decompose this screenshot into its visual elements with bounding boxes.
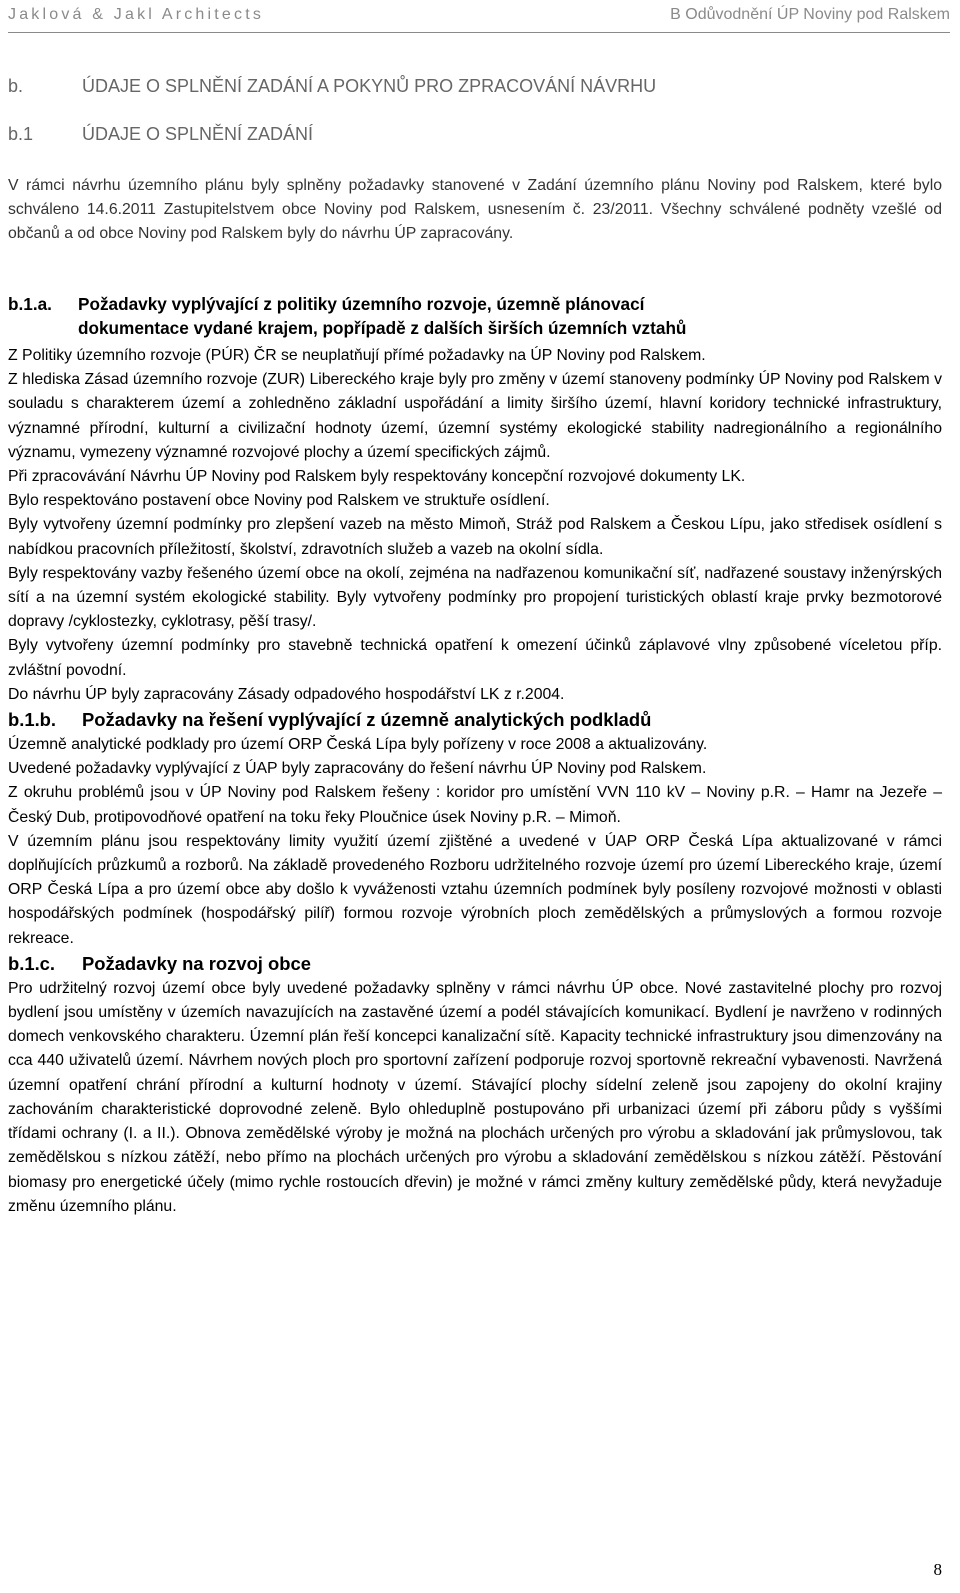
header-firm-name: Jaklová & Jakl Architects	[8, 6, 265, 23]
paragraph: Z hlediska Zásad územního rozvoje (ZUR) Libereckého kraje byly pro změny v území stanoveny podmínky ÚP Noviny pod Ralskem v souladu s charakterem území a zohledněno základní uspořádání a limity širšího území, hlavní koridory technické infrastruktury, významné přírodní, kulturní a civilizační hodnoty území, územní systémy ekologické stability nadregionálního a regionálního významu, vymezeny významné rozvojové plochy a území specifických zájmů.	[8, 371, 942, 461]
paragraph: Bylo respektováno postavení obce Noviny pod Ralskem ve struktuře osídlení.	[8, 492, 550, 510]
section-b1a-heading	[8, 292, 942, 340]
section-b1b-number: b.1.b.	[8, 709, 57, 731]
paragraph: Z okruhu problémů jsou v ÚP Noviny pod Ralskem řešeny : koridor pro umístění VVN 110 kV – Noviny p.R. – Hamr na Jezeře – Český Dub, protipovodňové opatření na toku řeky Ploučnice úsek Noviny p.R. – Mimoň.	[8, 784, 942, 826]
header-divider	[8, 32, 950, 33]
paragraph: Byly vytvořeny územní podmínky pro stavebně technická opatření k omezení účinků záplavové vlny způsobené víceletou příp. zvláštní povodní.	[8, 637, 942, 679]
paragraph: Do návrhu ÚP byly zapracovány Zásady odpadového hospodářství LK z r.2004.	[8, 685, 565, 703]
section-b-heading	[8, 76, 656, 97]
section-b-title: ÚDAJE O SPLNĚNÍ ZADÁNÍ A POKYNŮ PRO ZPRACOVÁNÍ NÁVRHU	[82, 76, 657, 96]
paragraph: Byly vytvořeny územní podmínky pro zlepšení vazeb na město Mimoň, Stráž pod Ralskem a Českou Lípu, jako středisek osídlení s nabídkou pracovních příležitostí, školství, zdravotních služeb a vazeb na okolní sídla.	[8, 516, 942, 558]
section-b-number: b.	[8, 76, 24, 96]
section-b1-heading	[8, 124, 313, 145]
section-b1-body	[8, 174, 942, 247]
paragraph: V územním plánu jsou respektovány limity využití území zjištěné a uvedené v ÚAP ORP Česká Lípa aktualizované v rámci doplňujících průzkumů a rozborů. Na základě provedeného Rozboru udržitelného rozvoje území pro území Libereckého kraje, území ORP Česká Lípa a pro území obce aby došlo k vyváženosti vztahu územních podmínek byly posíleny rozvojové možnosti v oblasti hospodářských podmínek (hospodářský pilíř) formou rozvoje výrobních ploch zemědělských a průmyslových a formou rozvoje rekreace.	[8, 832, 942, 947]
section-b1b-title: Požadavky na řešení vyplývající z územně analytických podkladů	[82, 709, 652, 731]
section-b1a-title-line1: Požadavky vyplývající z politiky územního rozvoje, územně plánovací	[78, 294, 645, 314]
paragraph: Pro udržitelný rozvoj území obce byly uvedené požadavky splněny v rámci návrhu ÚP obce. Nové zastavitelné plochy pro rozvoj bydlení jsou umístěny v územích navazujících na zastavěné území a podél stávajících komunikací. Bydlení je navrženo v rodinných domech venkovského charakteru. Územní plán řeší koncepci kanalizační sítě. Kapacity technické infrastruktury jsou dimenzovány na cca 440 uživatelů území. Návrhem nových ploch pro sportovní zařízení podporuje rozvoj sportovně rekreační vybavenosti. Navržená územní opatření chrání přírodní a kulturní hodnoty v území. Stávající plochy sídelní zeleně jsou zapojeny do okolní krajiny zachováním charakteristické doprovodné zeleně. Bylo ohleduplně postupováno při urbanizaci území při záboru půdy s vyššími třídami ochrany (I. a II.). Obnova zemědělské výroby je možná na plochách určených pro výrobu a skladování jak průmyslovou, tak zemědělskou s nízkou zátěží, nebo přímo na plochách určených pro výrobu a skladování zemědělskou s nízkou zátěží. Pěstování biomasy pro energetické účely (mimo rychle rostoucích dřevin) je možné v rámci změny kultury zemědělské půdy, která nevyžaduje změnu územního plánu.	[8, 979, 942, 1215]
header-document-title: B Odůvodnění ÚP Noviny pod Ralskem	[670, 6, 950, 23]
page-number: 8	[933, 1560, 942, 1579]
section-b1b-heading	[8, 707, 942, 733]
section-b1a-title-line2: dokumentace vydané krajem, popřípadě z dalších širších územních vztahů	[78, 318, 687, 338]
section-b1c-heading	[8, 951, 942, 977]
section-b1-title: ÚDAJE O SPLNĚNÍ ZADÁNÍ	[82, 124, 314, 144]
section-b1c-title: Požadavky na rozvoj obce	[82, 952, 311, 974]
paragraph: Územně analytické podklady pro území ORP Česká Lípa byly pořízeny v roce 2008 a aktualizovány.	[8, 736, 708, 754]
section-b1-paragraph: V rámci návrhu územního plánu byly splněny požadavky stanovené v Zadání územního plánu Noviny pod Ralskem, které bylo schváleno 14.6.2011 Zastupitelstvem obce Noviny pod Ralskem, usnesením č. 23/2011. Všechny schválené podněty vzešlé od občanů a od obce Noviny pod Ralskem byly do návrhu ÚP zapracovány.	[8, 177, 942, 243]
paragraph: Při zpracovávání Návrhu ÚP Noviny pod Ralskem byly respektovány koncepční rozvojové dokumenty LK.	[8, 468, 746, 486]
paragraph: Byly respektovány vazby řešeného území obce na okolí, zejména na nadřazenou komunikační síť, nadřazené soustavy inženýrských sítí a na územní systém ekologické stability. Byly vytvořeny podmínky pro propojení turistických oblastí kraje prvky bezmotorové dopravy /cyklostezky, cyklotrasy, pěší trasy/.	[8, 564, 942, 631]
section-b1a-number: b.1.a.	[8, 294, 52, 314]
section-b1c-number: b.1.c.	[8, 952, 56, 974]
paragraph: Z Politiky územního rozvoje (PÚR) ČR se neuplatňují přímé požadavky na ÚP Noviny pod Ralskem.	[8, 347, 706, 364]
section-b1-number: b.1	[8, 124, 34, 144]
section-b1a-body	[8, 344, 942, 1219]
page-header	[8, 4, 950, 28]
paragraph: Uvedené požadavky vyplývající z ÚAP byly zapracovány do řešení návrhu ÚP Noviny pod Ralskem.	[8, 760, 707, 778]
